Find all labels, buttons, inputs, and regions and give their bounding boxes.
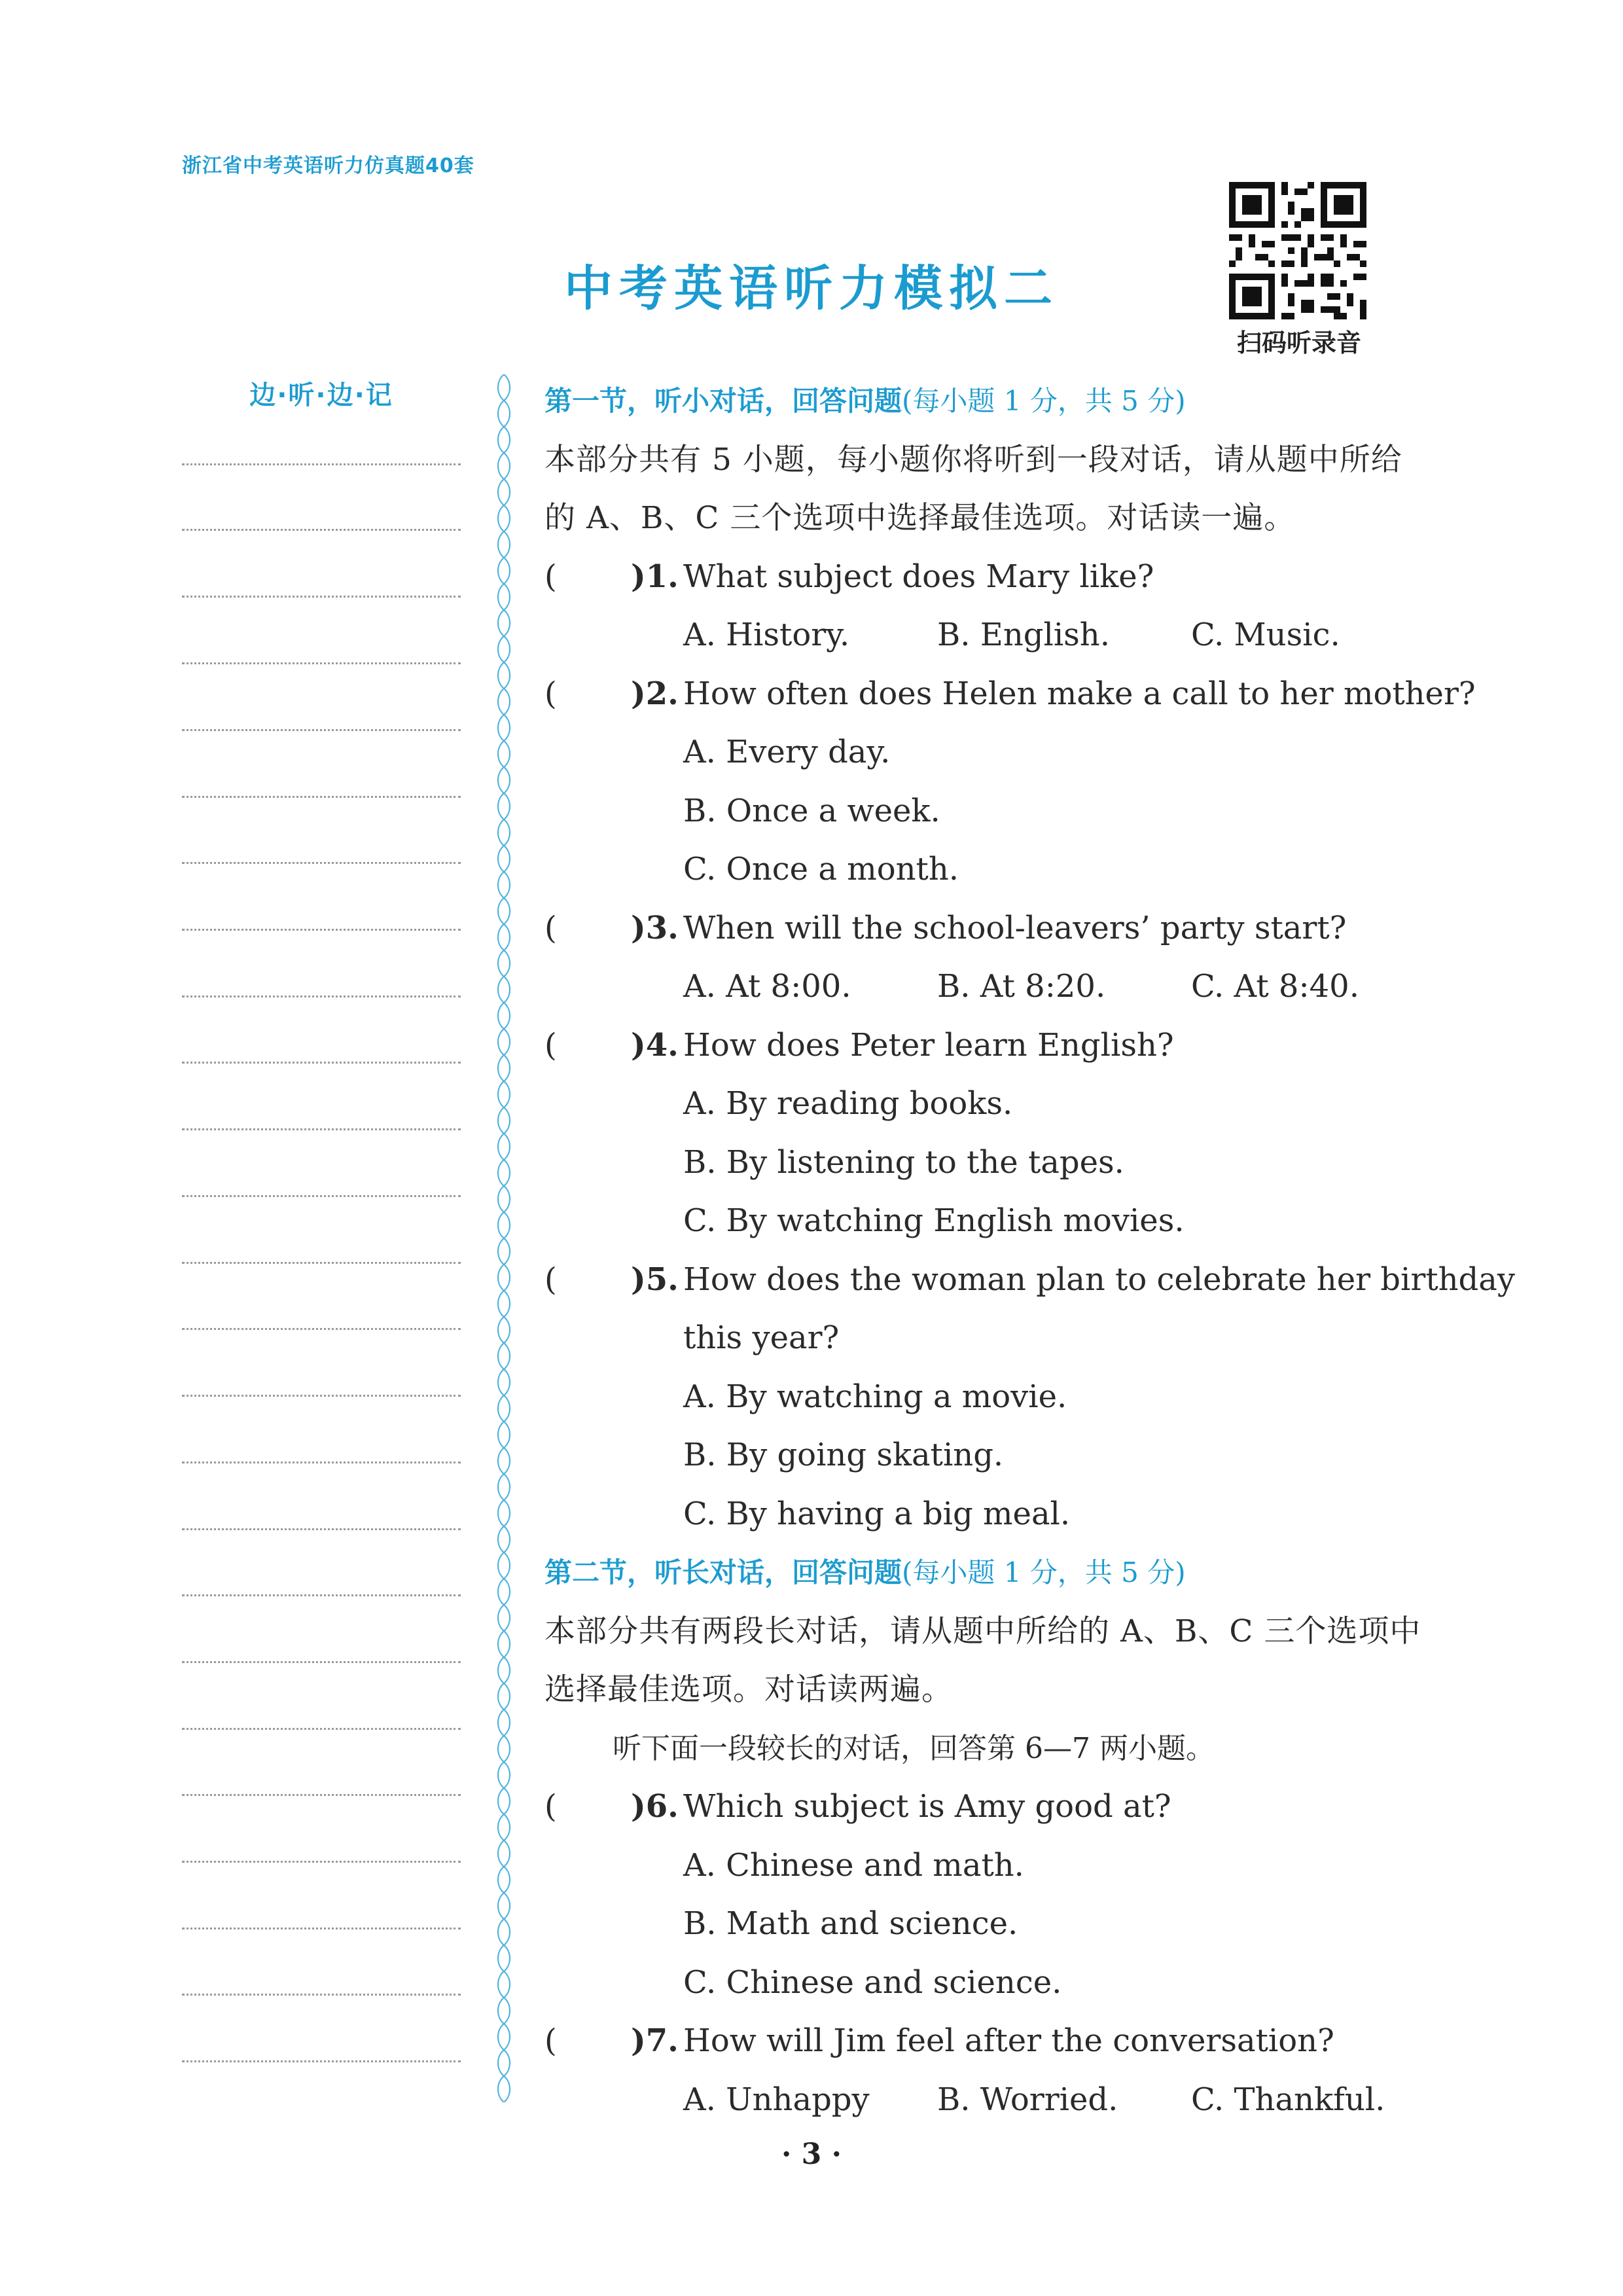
option-b[interactable]: B. Math and science. [683, 1905, 1018, 1942]
note-line [182, 996, 461, 997]
question-6 [544, 1778, 1448, 1837]
option-a[interactable]: A. History. [683, 617, 850, 653]
option-c[interactable]: C. Music. [1191, 617, 1340, 653]
option-c[interactable]: C. By watching English movies. [683, 1202, 1185, 1239]
question-number: )6. [631, 1788, 679, 1825]
question-number: )1. [631, 558, 679, 595]
qr-caption: 扫码听录音 [1236, 329, 1361, 357]
note-line [182, 1594, 461, 1596]
question-1 [544, 548, 1448, 607]
option-a[interactable]: A. By reading books. [683, 1085, 1013, 1122]
note-line [182, 662, 461, 664]
section-2-title: 第二节，听长对话，回答问题 [544, 1556, 902, 1588]
option-b[interactable]: B. By going skating. [683, 1437, 1004, 1473]
answer-blank[interactable]: ( [544, 909, 557, 946]
section-2-points: (每小题 1 分，共 5 分) [902, 1556, 1186, 1588]
question-text: Which subject is Amy good at? [683, 1788, 1171, 1825]
notes-column-title: 边·听·边·记 [249, 380, 393, 410]
question-5 [544, 1251, 1515, 1310]
section-1-intro-line-2: 的 A、B、C 三个选项中选择最佳选项。对话读一遍。 [544, 500, 1296, 536]
question-number: )2. [631, 675, 679, 712]
answer-blank[interactable]: ( [544, 1026, 557, 1064]
section-1-intro-line-1: 本部分共有 5 小题，每小题你将听到一段对话，请从题中所给 [544, 441, 1402, 478]
question-text: What subject does Mary like? [683, 558, 1154, 595]
question-3 [544, 899, 1448, 958]
option-a[interactable]: A. Chinese and math. [683, 1846, 1024, 1884]
question-number: )7. [631, 2022, 679, 2059]
note-line [182, 1661, 461, 1663]
note-line [182, 1928, 461, 1929]
option-b[interactable]: B. At 8:20. [937, 968, 1106, 1005]
question-text: How does the woman plan to celebrate her birthday [683, 1261, 1515, 1298]
note-line [182, 1994, 461, 1996]
note-line [182, 1128, 461, 1130]
note-line [182, 596, 461, 598]
note-line [182, 796, 461, 798]
question-text: How will Jim feel after the conversation? [683, 2022, 1334, 2059]
question-number: )3. [631, 909, 679, 946]
note-line [182, 1528, 461, 1530]
question-7-options [544, 2071, 1448, 2130]
series-title: 浙江省中考英语听力仿真题40套 [182, 154, 474, 177]
section-2-heading [544, 1543, 1448, 1602]
question-text: When will the school-leavers’ party start? [683, 909, 1347, 946]
section-1-heading [544, 372, 1448, 431]
note-line [182, 2060, 461, 2062]
option-c[interactable]: C. At 8:40. [1191, 968, 1359, 1005]
option-c[interactable]: C. By having a big meal. [683, 1495, 1071, 1532]
question-1-options [544, 606, 1448, 665]
page-title: 中考英语听力模拟二 [564, 260, 1059, 317]
section-1-points: (每小题 1 分，共 5 分) [902, 385, 1186, 417]
question-content [544, 372, 1515, 2129]
answer-blank[interactable]: ( [544, 1788, 557, 1825]
note-line [182, 1062, 461, 1064]
question-4 [544, 1016, 1448, 1075]
option-c[interactable]: C. Thankful. [1191, 2081, 1385, 2118]
option-a[interactable]: A. Every day. [683, 734, 891, 770]
note-line [182, 463, 461, 465]
note-line [182, 1728, 461, 1730]
option-c[interactable]: C. Once a month. [683, 851, 959, 888]
page-number: · 3 · [781, 2138, 842, 2171]
option-b[interactable]: B. Worried. [937, 2081, 1118, 2118]
note-line [182, 1395, 461, 1397]
question-text: How does Peter learn English? [683, 1026, 1174, 1064]
note-line [182, 1262, 461, 1264]
note-line [182, 1462, 461, 1463]
note-line [182, 1328, 461, 1330]
note-line [182, 1794, 461, 1796]
question-text: How often does Helen make a call to her mother? [683, 675, 1476, 712]
note-line [182, 529, 461, 531]
question-2 [544, 665, 1476, 724]
question-number: )4. [631, 1026, 679, 1064]
option-b[interactable]: B. Once a week. [683, 792, 940, 829]
option-b[interactable]: B. English. [937, 617, 1110, 653]
question-number: )5. [631, 1261, 679, 1298]
question-7 [544, 2012, 1448, 2071]
note-line [182, 729, 461, 731]
note-line [182, 1195, 461, 1197]
option-c[interactable]: C. Chinese and science. [683, 1964, 1062, 2001]
note-line [182, 1861, 461, 1863]
section-1-title: 第一节，听小对话，回答问题 [544, 385, 902, 417]
option-b[interactable]: B. By listening to the tapes. [683, 1143, 1124, 1181]
section-2-intro-line-2: 选择最佳选项。对话读两遍。 [544, 1672, 953, 1708]
note-line [182, 862, 461, 864]
qr-code [1229, 182, 1366, 319]
decorative-divider [494, 374, 514, 2102]
option-a[interactable]: A. By watching a movie. [683, 1378, 1067, 1415]
option-a[interactable]: A. At 8:00. [683, 968, 851, 1005]
option-a[interactable]: A. Unhappy [683, 2081, 870, 2118]
answer-blank[interactable]: ( [544, 2022, 557, 2059]
note-line [182, 929, 461, 931]
question-3-options [544, 958, 1448, 1016]
answer-blank[interactable]: ( [544, 1261, 557, 1298]
answer-blank[interactable]: ( [544, 558, 557, 595]
section-2-instruction: 听下面一段较长的对话，回答第 6—7 两小题。 [613, 1731, 1215, 1765]
answer-blank[interactable]: ( [544, 675, 557, 712]
question-text-continued: this year? [683, 1319, 840, 1356]
section-2-intro-line-1: 本部分共有两段长对话，请从题中所给的 A、B、C 三个选项中 [544, 1613, 1421, 1649]
